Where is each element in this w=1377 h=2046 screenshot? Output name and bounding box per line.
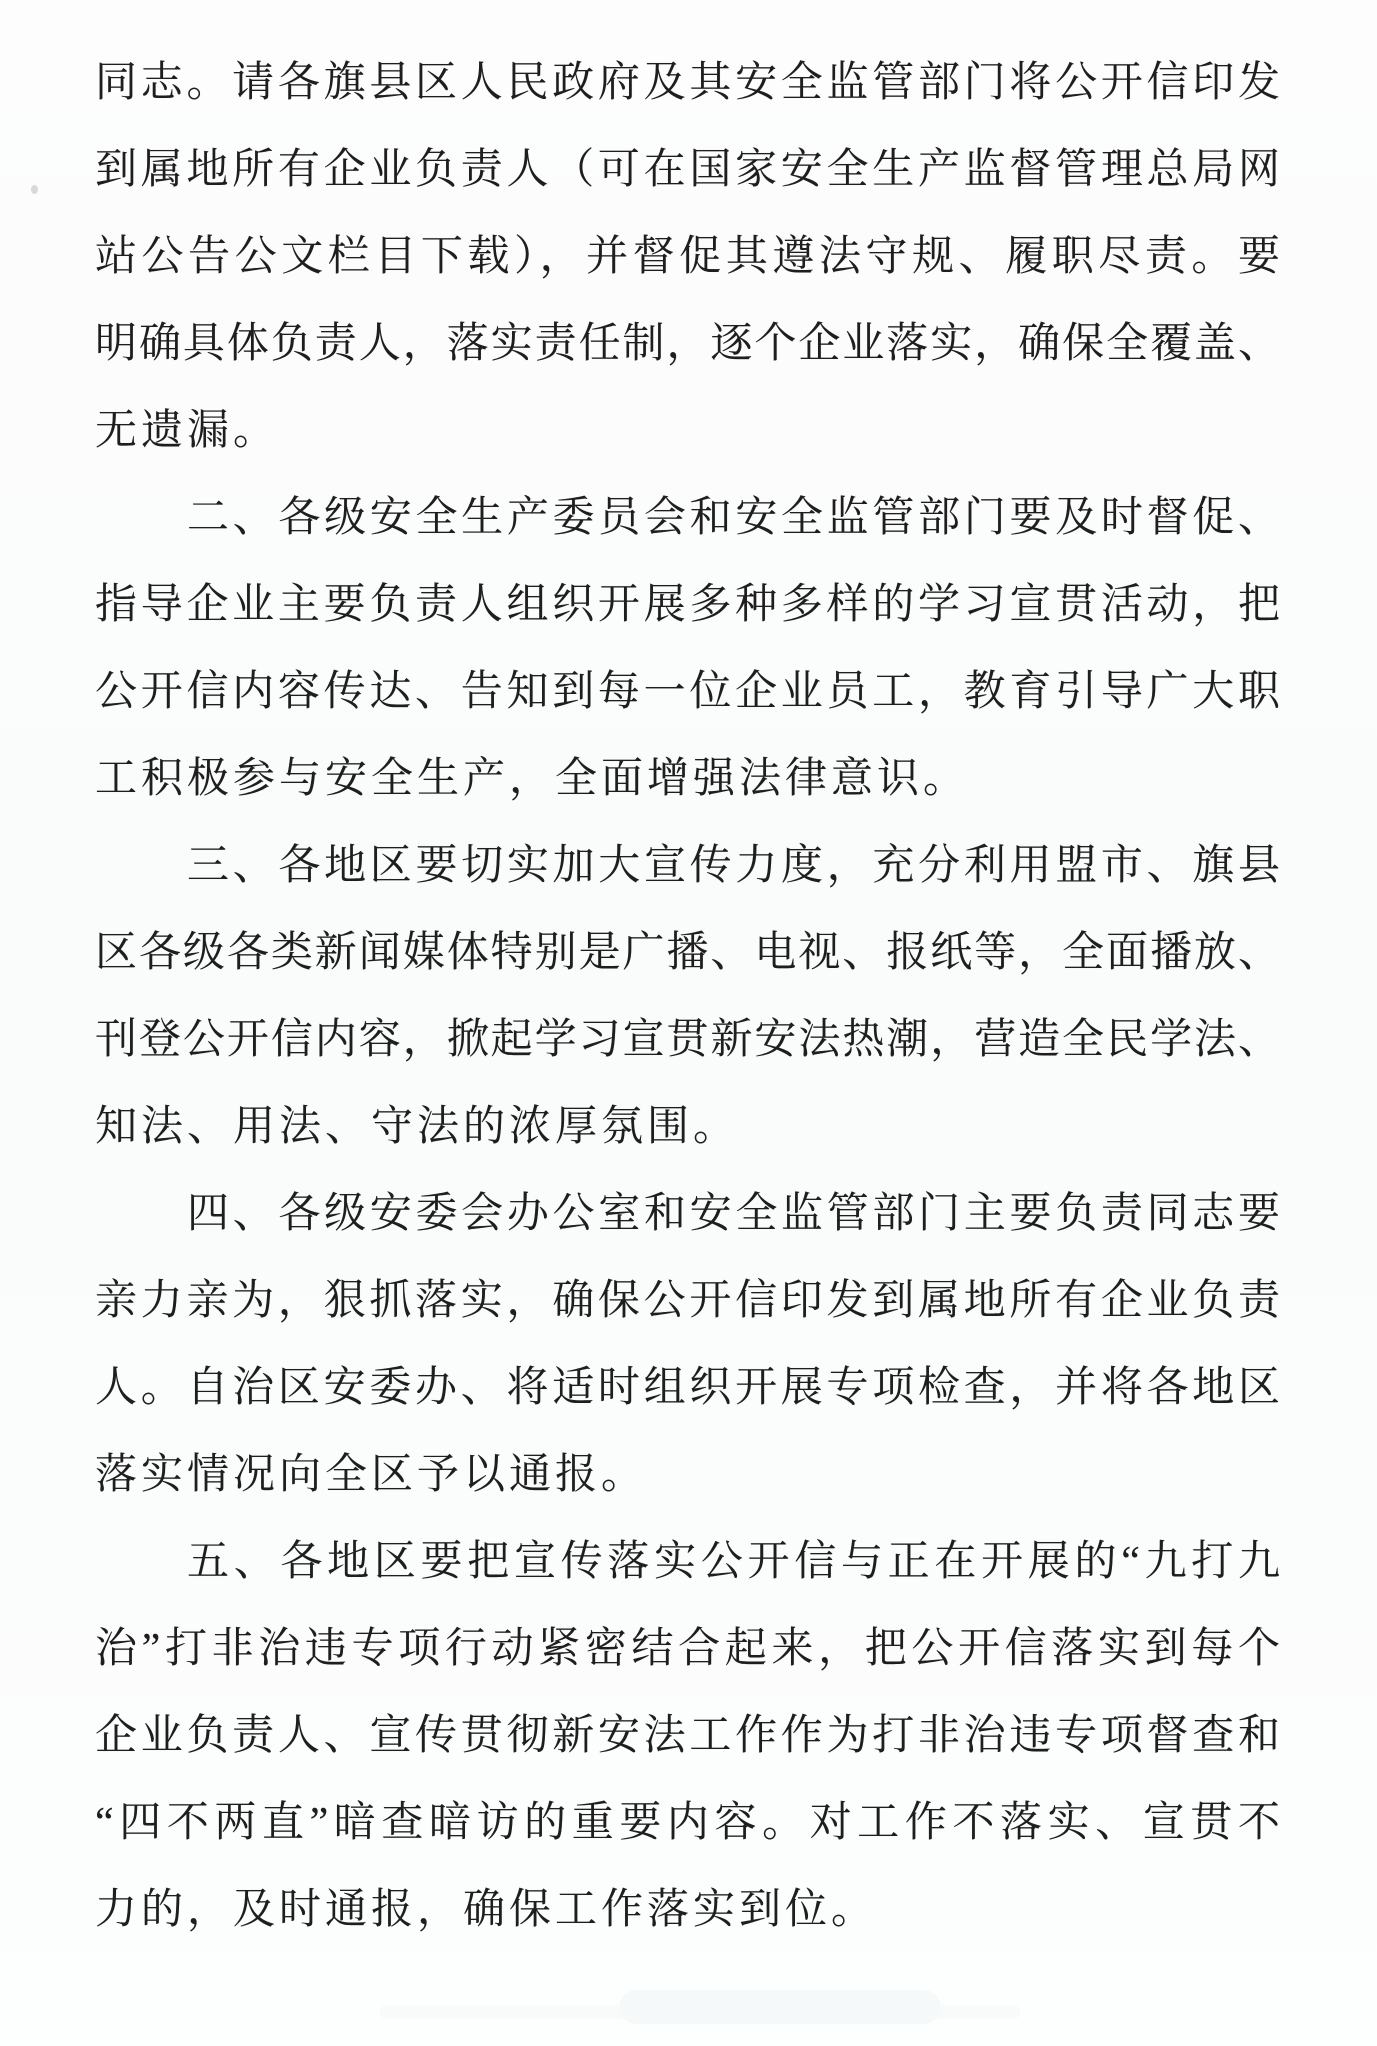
text-line: 明确具体负责人，落实责任制，逐个企业落实，确保全覆盖、	[95, 321, 1280, 367]
text-line: 公开信内容传达、告知到每一位企业员工，教育引导广大职	[95, 669, 1280, 715]
scan-artifact-smudge	[380, 2005, 1020, 2019]
text-line: 四、各级安委会办公室和安全监管部门主要负责同志要	[187, 1191, 1280, 1237]
text-line: 三、各地区要切实加大宣传力度，充分利用盟市、旗县	[187, 843, 1280, 889]
text-line: 指导企业主要负责人组织开展多种多样的学习宣贯活动，把	[95, 582, 1280, 628]
text-line: 工积极参与安全生产，全面增强法律意识。	[95, 756, 970, 802]
text-line: 无遗漏。	[95, 408, 280, 454]
text-line: 站公告公文栏目下载），并督促其遵法守规、履职尽责。要	[95, 234, 1280, 280]
text-line: “四不两直”暗查暗访的重要内容。对工作不落实、宣贯不	[95, 1800, 1280, 1846]
text-line: 二、各级安全生产委员会和安全监管部门要及时督促、	[187, 495, 1280, 541]
text-line: 力的，及时通报，确保工作落实到位。	[95, 1887, 878, 1933]
text-line: 到属地所有企业负责人（可在国家安全生产监督管理总局网	[95, 147, 1280, 193]
text-line: 人。自治区安委办、将适时组织开展专项检查，并将各地区	[95, 1365, 1280, 1411]
text-line: 亲力亲为，狠抓落实，确保公开信印发到属地所有企业负责	[95, 1278, 1280, 1324]
text-line: 落实情况向全区予以通报。	[95, 1452, 648, 1498]
text-line: 区各级各类新闻媒体特别是广播、电视、报纸等，全面播放、	[95, 930, 1280, 976]
text-line: 五、各地区要把宣传落实公开信与正在开展的“九打九	[187, 1539, 1280, 1585]
text-line: 刊登公开信内容，掀起学习宣贯新安法热潮，营造全民学法、	[95, 1017, 1280, 1063]
text-line: 同志。请各旗县区人民政府及其安全监管部门将公开信印发	[95, 60, 1280, 106]
scan-artifact-dot	[31, 185, 38, 194]
text-line: 知法、用法、守法的浓厚氛围。	[95, 1104, 740, 1150]
text-line: 企业负责人、宣传贯彻新安法工作作为打非治违专项督查和	[95, 1713, 1280, 1759]
document-text-block	[95, 40, 1280, 1954]
text-line: 治”打非治违专项行动紧密结合起来，把公开信落实到每个	[95, 1626, 1280, 1672]
